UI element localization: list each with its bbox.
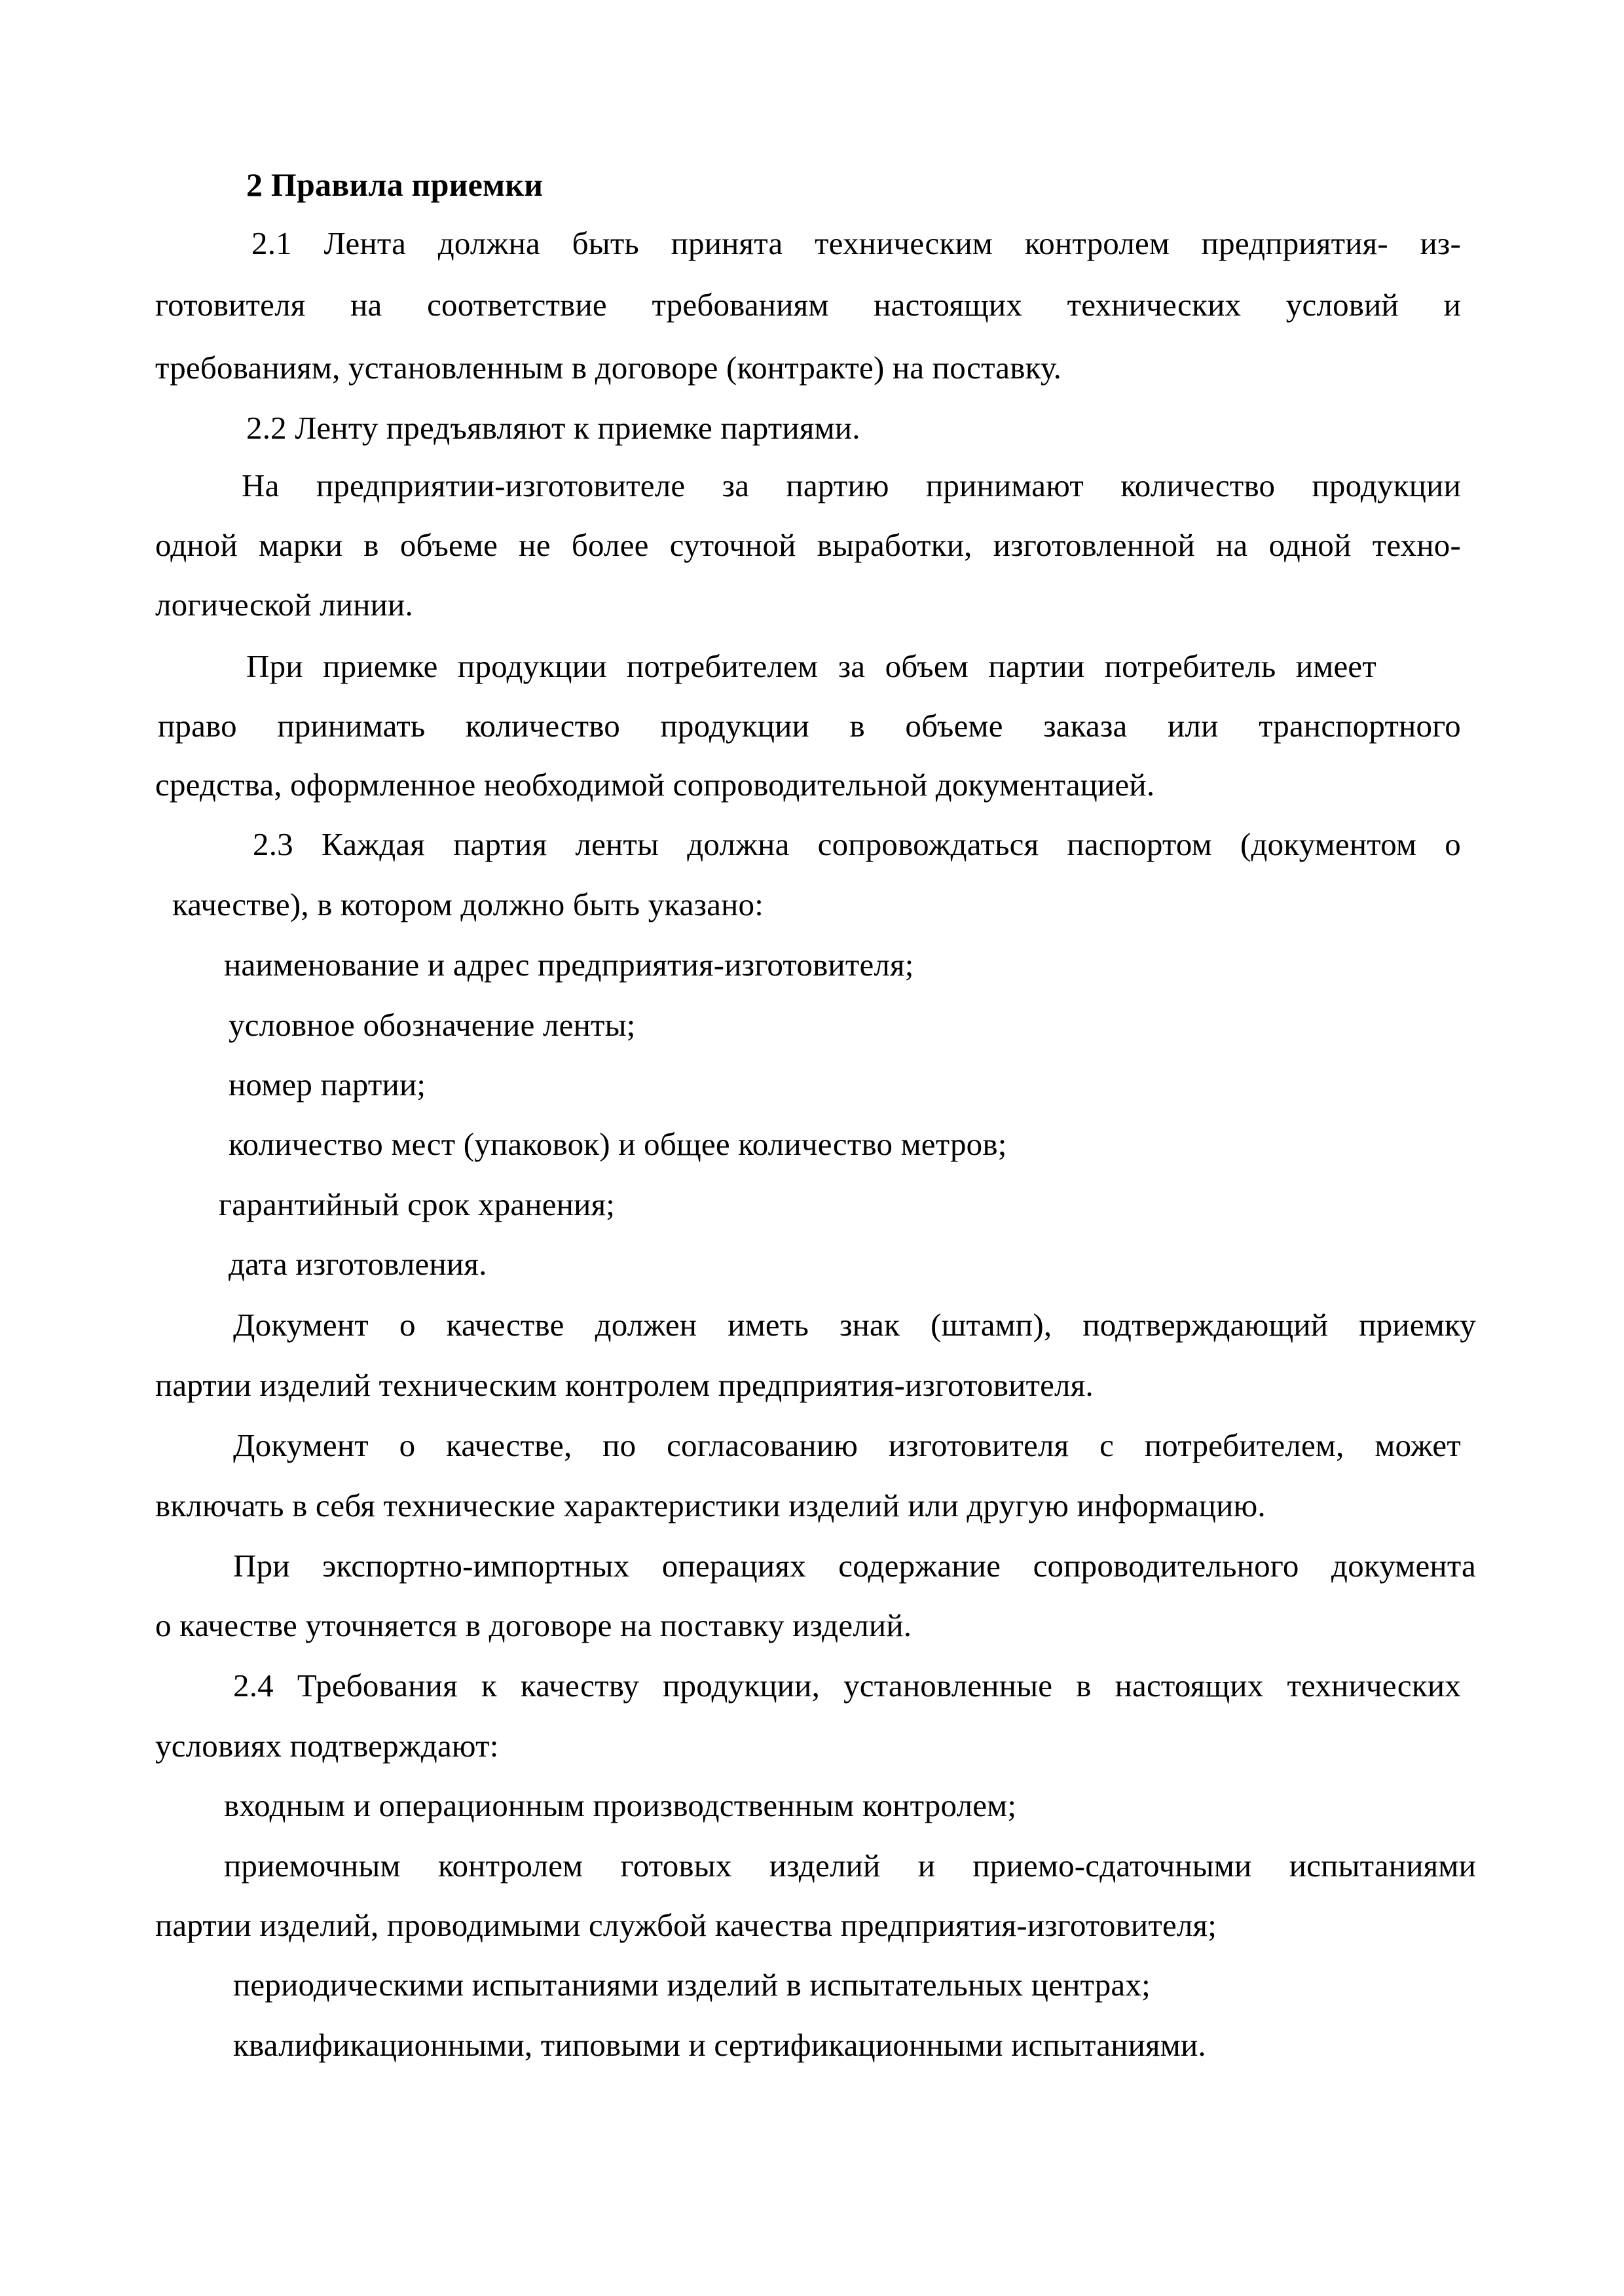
passport-list-item: дата изготовления. bbox=[229, 1246, 487, 1282]
paragraph-2-1-line-2: готовителя на соответствие требованиям настоящих технических условий и bbox=[155, 287, 1461, 323]
paragraph-stamp-line-2: партии изделий техническим контролем предприятия-изготовителя. bbox=[155, 1367, 1094, 1403]
paragraph-export-line-1: При экспортно-импортных операциях содержание сопроводительного документа bbox=[233, 1548, 1476, 1584]
paragraph-consumer-line-3: средства, оформленное необходимой сопроводительной документацией. bbox=[155, 767, 1155, 803]
passport-list-item: условное обозначение ленты; bbox=[229, 1007, 636, 1043]
paragraph-export-line-2: о качестве уточняется в договоре на поставку изделий. bbox=[155, 1607, 912, 1643]
paragraph-lot-line-3: логической линии. bbox=[155, 587, 413, 623]
paragraph-2-1-line-3: требованиям, установленным в договоре (контракте) на поставку. bbox=[155, 350, 1062, 386]
passport-list-item: количество мест (упаковок) и общее количество метров; bbox=[229, 1126, 1007, 1162]
paragraph-2-1-line-1: 2.1 Лента должна быть принята техническим контролем предприятия- из- bbox=[251, 225, 1461, 261]
paragraph-2-4-line-1: 2.4 Требования к качеству продукции, установленные в настоящих технических bbox=[233, 1667, 1461, 1704]
paragraph-lot-line-1: На предприятии-изготовителе за партию принимают количество продукции bbox=[242, 467, 1461, 503]
paragraph-2-3-line-1: 2.3 Каждая партия ленты должна сопровождаться паспортом (документом о bbox=[253, 826, 1461, 862]
paragraph-agreement-line-2: включать в себя технические характеристики изделий или другую информацию. bbox=[155, 1487, 1266, 1523]
confirmation-list-item: квалификационными, типовыми и сертификационными испытаниями. bbox=[233, 2027, 1206, 2063]
paragraph-2-2-line-1: 2.2 Ленту предъявляют к приемке партиями. bbox=[246, 410, 860, 446]
passport-list-item: наименование и адрес предприятия-изготовителя; bbox=[224, 947, 914, 983]
paragraph-2-3-line-2: качестве), в котором должно быть указано: bbox=[172, 886, 764, 922]
passport-list-item: гарантийный срок хранения; bbox=[219, 1186, 616, 1222]
paragraph-consumer-line-1: При приемке продукции потребителем за объем партии потребитель имеет bbox=[246, 648, 1376, 684]
confirmation-list-item: партии изделий, проводимыми службой качества предприятия-изготовителя; bbox=[155, 1907, 1217, 1943]
passport-list-item: номер партии; bbox=[229, 1066, 426, 1102]
confirmation-list-item: приемочным контролем готовых изделий и приемо-сдаточными испытаниями bbox=[224, 1848, 1476, 1884]
confirmation-list-item: входным и операционным производственным контролем; bbox=[224, 1787, 1017, 1823]
paragraph-2-4-line-2: условиях подтверждают: bbox=[155, 1728, 499, 1764]
confirmation-list-item: периодическими испытаниями изделий в испытательных центрах; bbox=[233, 1967, 1151, 2003]
paragraph-agreement-line-1: Документ о качестве, по согласованию изготовителя с потребителем, может bbox=[233, 1427, 1461, 1463]
paragraph-consumer-line-2: право принимать количество продукции в объеме заказа или транспортного bbox=[158, 708, 1461, 744]
paragraph-lot-line-2: одной марки в объеме не более суточной выработки, изготовленной на одной техно- bbox=[155, 527, 1461, 563]
paragraph-stamp-line-1: Документ о качестве должен иметь знак (штамп), подтверждающий приемку bbox=[233, 1307, 1476, 1343]
section-title: 2 Правила приемки bbox=[246, 166, 544, 203]
